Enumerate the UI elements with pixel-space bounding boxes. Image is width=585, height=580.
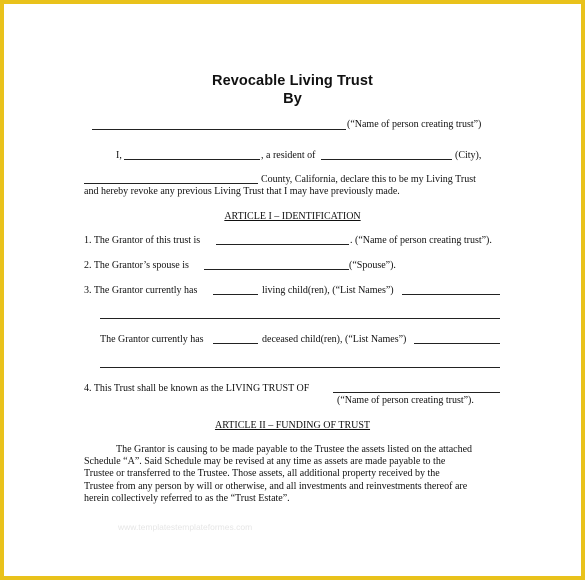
- living-children-names-line2[interactable]: [100, 318, 500, 319]
- intro-i-label: I,: [116, 150, 122, 161]
- document-title-by: By: [283, 91, 302, 107]
- resident-name-blank[interactable]: [124, 159, 260, 160]
- deceased-children-count-blank[interactable]: [213, 343, 258, 344]
- county-blank[interactable]: [84, 183, 258, 184]
- item4-label: 4. This Trust shall be known as the LIVING TRUST OF: [84, 383, 310, 394]
- deceased-children-names-blank[interactable]: [414, 343, 500, 344]
- funding-paragraph: [84, 444, 500, 505]
- trust-name-blank[interactable]: [333, 392, 500, 393]
- item1-blank[interactable]: [216, 244, 349, 245]
- item2-hint: (“Spouse”).: [349, 260, 396, 271]
- living-children-names-blank[interactable]: [402, 294, 500, 295]
- city-blank[interactable]: [321, 159, 452, 160]
- item3b-label: The Grantor currently has: [100, 334, 204, 345]
- city-hint: (City),: [455, 150, 482, 161]
- funding-line-5: herein collectively referred to as the “Trust Estate”.: [84, 492, 290, 504]
- resident-of-text: , a resident of: [261, 150, 316, 161]
- item3b-mid: deceased child(ren), (“List Names”): [262, 334, 407, 345]
- funding-line-1: The Grantor is causing to be made payable to the Trustee the assets listed on the attached: [116, 444, 473, 455]
- name-hint: (“Name of person creating trust”): [347, 119, 482, 130]
- item1-label: 1. The Grantor of this trust is: [84, 235, 201, 246]
- funding-line-2: Schedule “A”. Said Schedule may be revised at any time as assets are made payable to the: [84, 456, 446, 468]
- spouse-blank[interactable]: [204, 269, 349, 270]
- item1-hint: . (“Name of person creating trust”).: [350, 235, 492, 246]
- watermark: www.templatestemplateformes.com: [118, 522, 253, 532]
- revoke-text: and hereby revoke any previous Living Trust that I may have previously made.: [84, 186, 400, 197]
- grantor-name-blank[interactable]: [92, 129, 346, 130]
- item4-hint: (“Name of person creating trust”).: [337, 395, 474, 406]
- item2-label: 2. The Grantor’s spouse is: [84, 260, 189, 271]
- article1-heading: ARTICLE I – IDENTIFICATION: [224, 211, 361, 222]
- funding-line-3: Trustee or transferred to the Trustee. Those assets, all additional property received by the: [84, 468, 440, 480]
- living-children-count-blank[interactable]: [213, 294, 258, 295]
- article2-heading: ARTICLE II – FUNDING OF TRUST: [214, 420, 371, 431]
- deceased-children-names-line2[interactable]: [100, 367, 500, 368]
- item3-label: 3. The Grantor currently has: [84, 285, 198, 296]
- document-title: Revocable Living Trust: [212, 73, 373, 89]
- county-text: County, California, declare this to be my Living Trust: [261, 174, 476, 185]
- funding-line-4: Trustee from any person by will or otherwise, and all investments and reinvestments thereof are: [84, 480, 468, 492]
- item3-mid: living child(ren), (“List Names”): [262, 285, 394, 296]
